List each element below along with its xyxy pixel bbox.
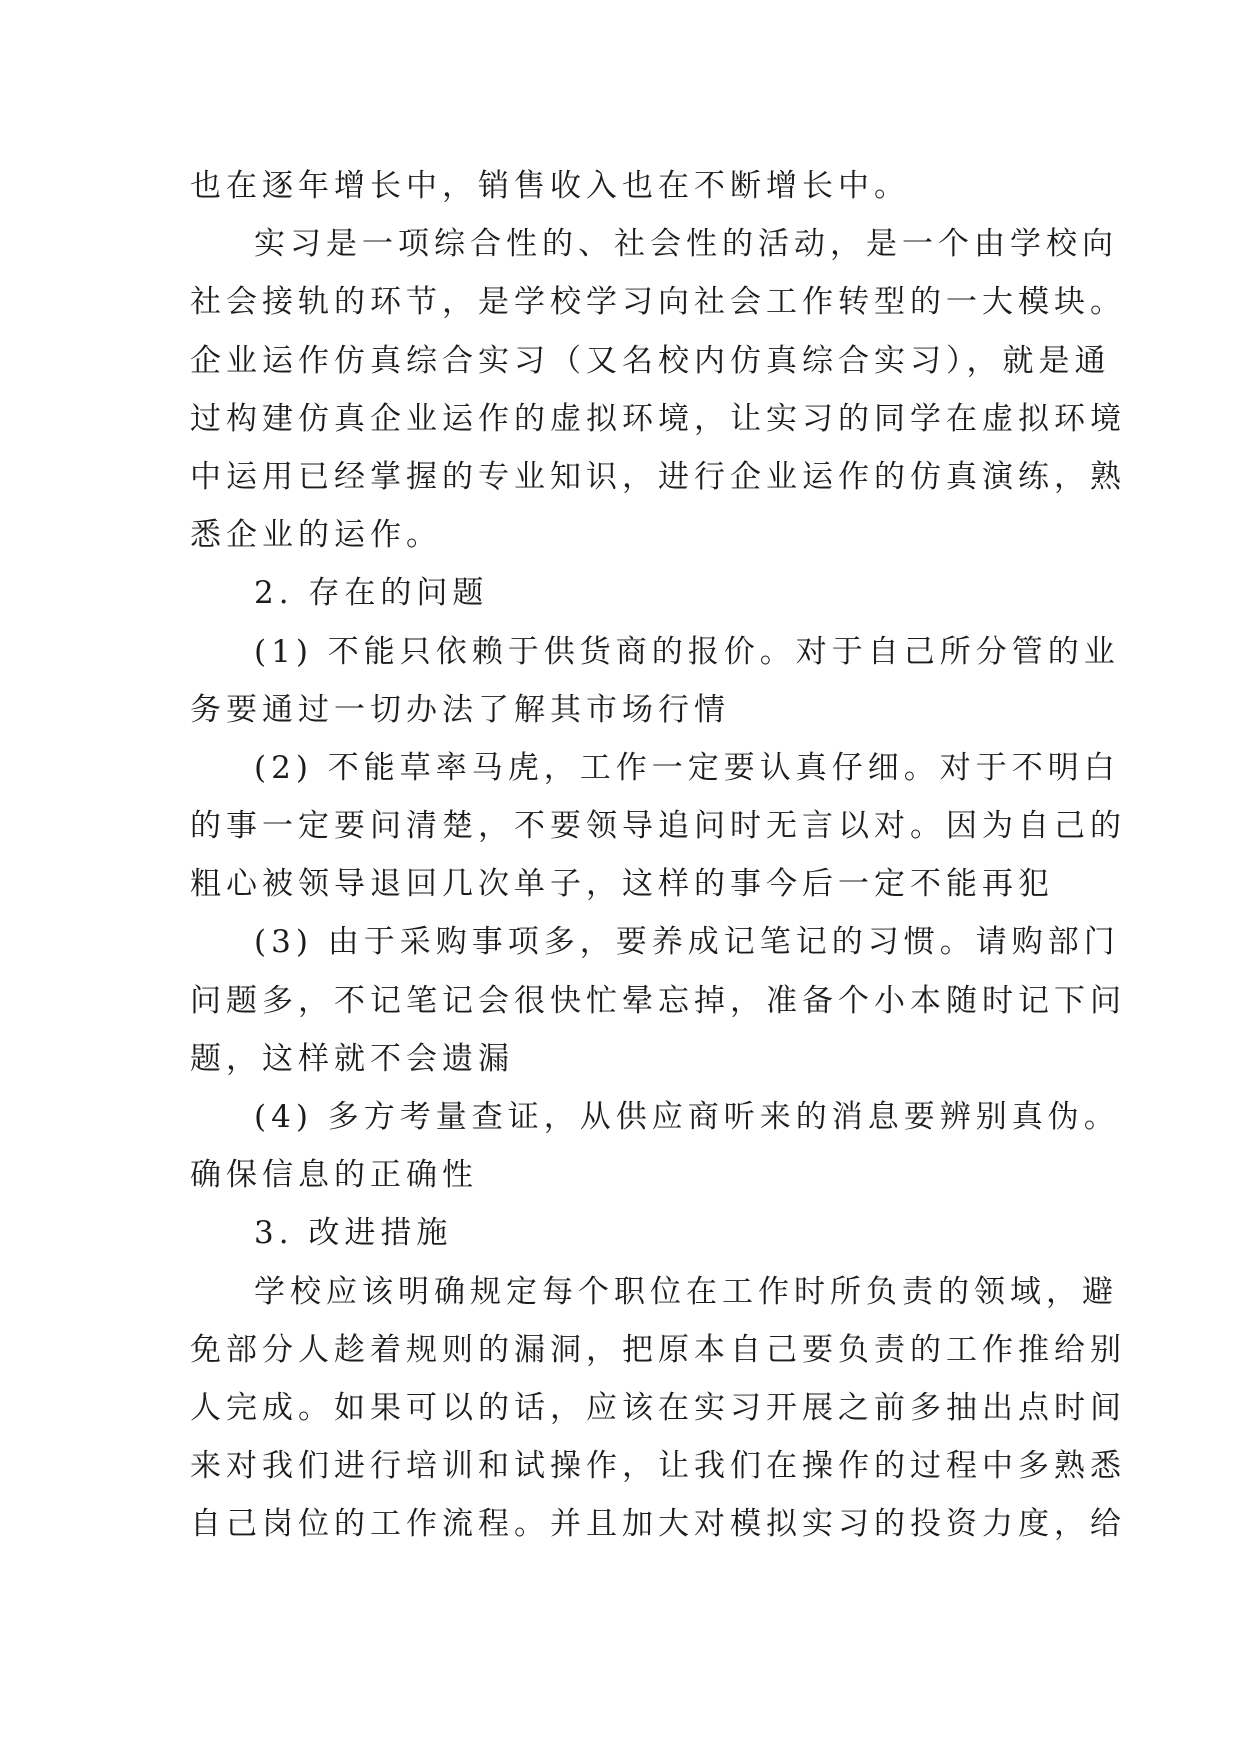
body-text-line: 问题多，不记笔记会很快忙晕忘掉，准备个小本随时记下问 bbox=[190, 982, 1126, 1019]
section-heading: 2. 存在的问题 bbox=[254, 575, 489, 612]
body-text-line: 来对我们进行培训和试操作，让我们在操作的过程中多熟悉 bbox=[190, 1448, 1126, 1485]
body-text-line: 过构建仿真企业运作的虚拟环境，让实习的同学在虚拟环境 bbox=[190, 400, 1126, 437]
body-text-line: 企业运作仿真综合实习（又名校内仿真综合实习），就是通 bbox=[190, 342, 1111, 379]
body-text-line: 也在逐年增长中，销售收入也在不断增长中。 bbox=[190, 168, 910, 204]
body-text-line: 的事一定要问清楚，不要领导追问时无言以对。因为自己的 bbox=[190, 808, 1126, 845]
body-text-line: 悉企业的运作。 bbox=[190, 517, 442, 554]
body-text-line: 题，这样就不会遗漏 bbox=[190, 1040, 514, 1077]
list-item-first-line: (4) 多方考量查证，从供应商听来的消息要辨别真伪。 bbox=[254, 1099, 1120, 1135]
list-item-first-line: (2) 不能草率马虎，工作一定要认真仔细。对于不明白 bbox=[254, 749, 1120, 786]
paragraph-first-line: 学校应该明确规定每个职位在工作时所负责的领域，避 bbox=[254, 1273, 1118, 1310]
body-text-line: 确保信息的正确性 bbox=[190, 1157, 478, 1194]
body-text-line: 中运用已经掌握的专业知识，进行企业运作的仿真演练，熟 bbox=[190, 458, 1126, 495]
section-heading: 3. 改进措施 bbox=[254, 1215, 453, 1252]
list-item-first-line: (3) 由于采购事项多，要养成记笔记的习惯。请购部门 bbox=[254, 924, 1120, 961]
list-item-first-line: (1) 不能只依赖于供货商的报价。对于自己所分管的业 bbox=[254, 633, 1120, 670]
body-text-line: 免部分人趁着规则的漏洞，把原本自己要负责的工作推给别 bbox=[190, 1331, 1126, 1368]
document-body bbox=[190, 157, 1126, 1554]
paragraph-first-line: 实习是一项综合性的、社会性的活动，是一个由学校向 bbox=[254, 226, 1118, 263]
body-text-line: 粗心被领导退回几次单子，这样的事今后一定不能再犯 bbox=[190, 866, 1054, 903]
body-text-line: 自己岗位的工作流程。并且加大对模拟实习的投资力度，给 bbox=[190, 1506, 1126, 1543]
body-text-line: 务要通过一切办法了解其市场行情 bbox=[190, 691, 730, 728]
body-text-line: 社会接轨的环节，是学校学习向社会工作转型的一大模块。 bbox=[190, 284, 1126, 321]
body-text-line: 人完成。如果可以的话，应该在实习开展之前多抽出点时间 bbox=[190, 1389, 1126, 1426]
